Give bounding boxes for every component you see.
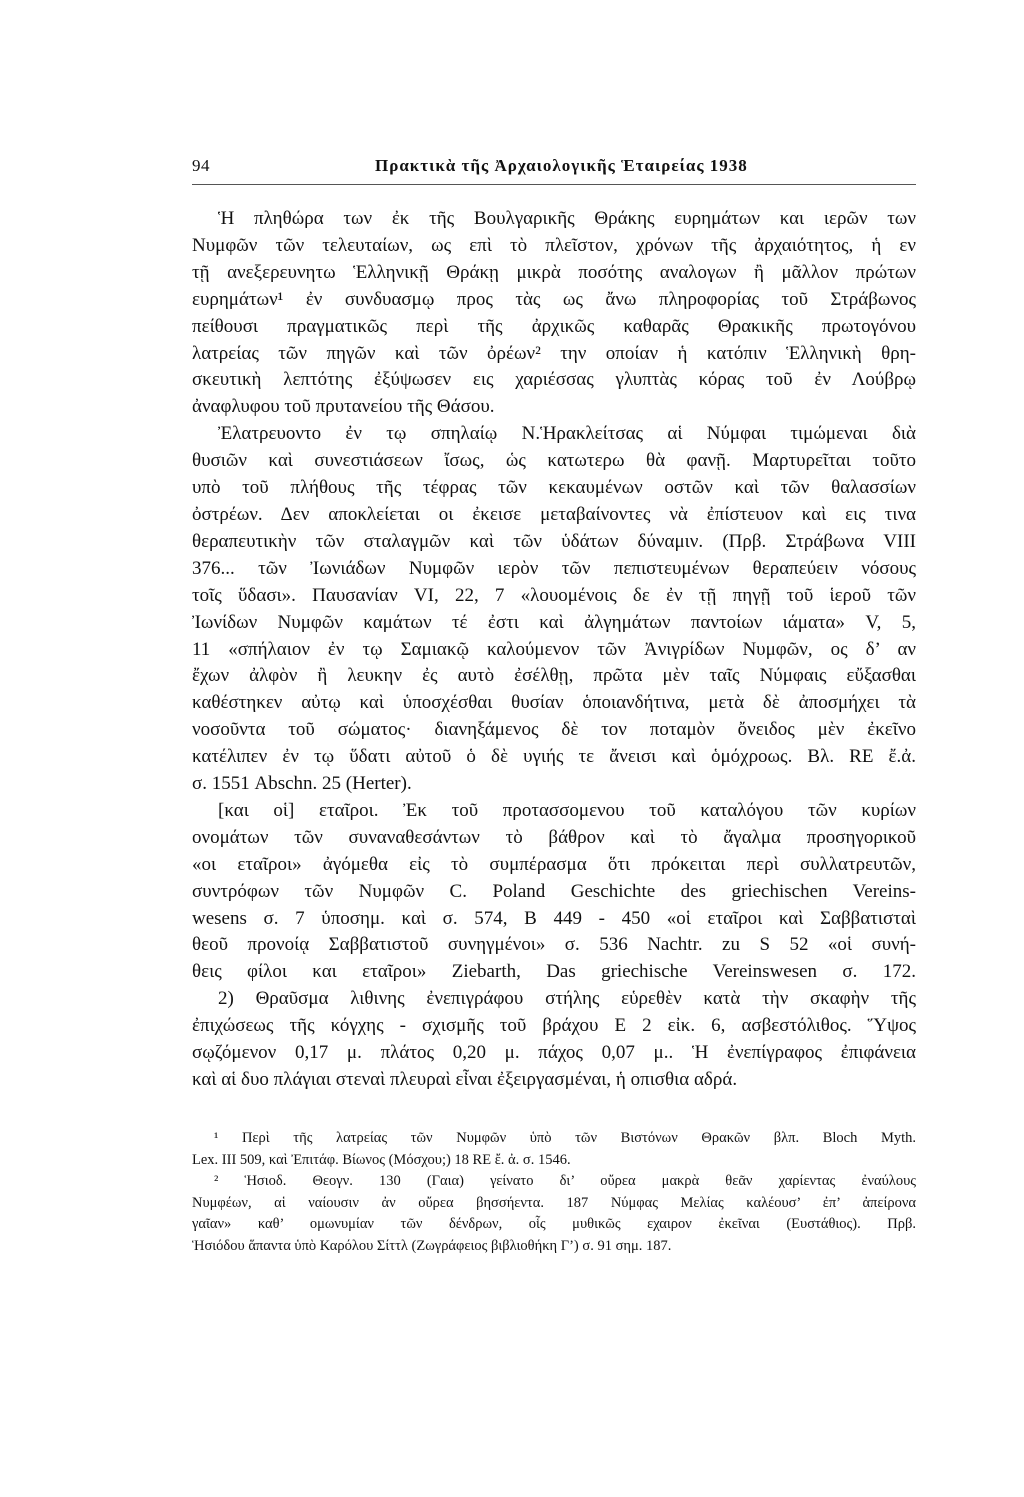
text-line: συντρόφων τῶν Νυμφῶν C. Poland Geschichte des griechischen Vereins- <box>192 880 916 902</box>
text-line: πείθουσι πραγματικῶς περὶ τῆς ἀρχικῶς καθαρᾶς Θρακικῆς πρωτογόνου <box>192 315 916 337</box>
body-text <box>192 206 916 1094</box>
text-line: [και οἱ] εταῖροι. Ἐκ τοῦ προτασσομενου τοῦ καταλόγου τῶν κυρίων <box>218 799 916 821</box>
text-line: κατέλιπεν ἐν τῳ ὕδατι αὐτοῦ ὁ δὲ υγιής τε ἄνεισι καὶ ὁμόχροως. Βλ. RE ἔ.ἀ. <box>192 746 916 768</box>
footnotes <box>192 1128 916 1258</box>
text-line: 376... τῶν Ἰωνιάδων Νυμφῶν ιερὸν τῶν πεπιστευμένων θεραπεύειν νόσους <box>192 557 916 579</box>
text-line: υπὸ τοῦ πλήθους τῆς τέφρας τῶν κεκαυμένων οστῶν καὶ τῶν θαλασσίων <box>192 477 916 499</box>
text-line: wesens σ. 7 ὑποσημ. καὶ σ. 574, B 449 - 450 «οἱ εταῖροι καὶ Σαββατισταὶ <box>192 907 916 929</box>
header-rule <box>192 184 916 185</box>
footnote-line: γαῖαν» καθ’ ομωνυμίαν τῶν δένδρων, οἷς μυθικῶς εχαιρον ἐκεῖναι (Ευστάθιος). Πρβ. <box>192 1216 916 1233</box>
footnote-line: ² Ἡσιοδ. Θεογν. 130 (Γαια) γείνατο δι’ οὔρεα μακρὰ θεᾶν χαρίεντας ἐναύλους <box>214 1173 916 1190</box>
journal-title: Πρακτικὰ τῆς Ἀρχαιολογικῆς Ἑταιρείας 1938 <box>375 156 748 175</box>
text-line: Ἡ πληθώρα των ἐκ τῆς Βουλγαρικῆς Θράκης ευρημάτων και ιερῶν των <box>218 208 916 229</box>
text-line: θεοῦ προνοίᾳ Σαββατιστοῦ συνηγμένοι» σ. 536 Nachtr. zu S 52 «οἱ συνή- <box>192 934 916 956</box>
text-line: ἀναφλυφου τοῦ πρυτανείου τῆς Θάσου. <box>192 396 495 418</box>
text-line: καθέστηκεν αὐτῳ καὶ ὑποσχέσθαι θυσίαν ὁποιανδήτινα, μετὰ δὲ ἀποσμήχει τὰ <box>192 692 916 714</box>
text-line: ευρημάτων¹ ἐν συνδυασμῳ προς τὰς ως ἄνω πληροφορίας τοῦ Στράβωνος <box>192 288 916 310</box>
text-line: ὀστρέων. Δεν αποκλείεται οι ἐκεισε μεταβαίνοντες νὰ ἐπίστευον καὶ εις τινα <box>192 503 916 525</box>
document-page <box>192 156 916 1257</box>
text-line: σ. 1551 Abschn. 25 (Herter). <box>192 773 412 795</box>
text-line: νοσοῦντα τοῦ σώματος· διανηξάμενος δὲ τον ποταμὸν ὄνειδος μὲν ἐκεῖνο <box>192 719 916 741</box>
page-number: 94 <box>192 156 210 175</box>
text-line: λατρείας τῶν πηγῶν καὶ τῶν ὀρέων² την οποίαν ἡ κατόπιν Ἑλληνικὴ θρη- <box>192 342 916 364</box>
text-line: τοῖς ὕδασι». Παυσανίαν VI, 22, 7 «λουομένοις δε ἐν τῇ πηγῇ τοῦ ἱεροῦ τῶν <box>192 584 916 606</box>
text-line: θεραπευτικὴν τῶν σταλαγμῶν καὶ τῶν ὑδάτων δύναμιν. (Πρβ. Στράβωνα VIII <box>192 530 916 552</box>
text-line: καὶ αἱ δυο πλάγιαι στεναὶ πλευραὶ εἶναι ἐξειργασμέναι, ἡ οπισθια αδρά. <box>192 1069 738 1090</box>
text-line: ἔχων ἀλφὸν ἢ λευκην ἐς αυτὸ ἐσέλθῃ, πρῶτα μὲν ταῖς Νύμφαις εὔξασθαι <box>192 665 916 687</box>
text-line: 2) Θραῦσμα λιθινης ἐνεπιγράφου στήλης εὑρεθὲν κατὰ τὴν σκαφὴν τῆς <box>218 988 916 1010</box>
text-line: σκευτικὴ λεπτότης ἐξύψωσεν εις χαριέσσας γλυπτὰς κόρας τοῦ ἐν Λούβρῳ <box>192 369 916 391</box>
footnote-line: Ἡσιόδου ἅπαντα ὑπὸ Καρόλου Σίττλ (Ζωγράφειος βιβλιοθήκη Γ’) σ. 91 σημ. 187. <box>192 1237 672 1254</box>
footnote-line: ¹ Περὶ τῆς λατρείας τῶν Νυμφῶν ὑπὸ τῶν Βιστόνων Θρακῶν βλπ. Bloch Myth. <box>214 1129 916 1146</box>
text-line: θεις φίλοι και εταῖροι» Ziebarth, Das griechische Vereinswesen σ. 172. <box>192 961 916 983</box>
text-line: θυσιῶν καὶ συνεστιάσεων ἴσως, ὡς κατωτερω θὰ φανῇ. Μαρτυρεῖται τοῦτο <box>192 450 916 472</box>
text-line: σῳζόμενον 0,17 μ. πλάτος 0,20 μ. πάχος 0,07 μ.. Ἡ ἐνεπίγραφος ἐπιφάνεια <box>192 1042 916 1064</box>
footnote-line: Νυμφέων, αἱ ναίουσιν ἀν οὔρεα βησσήεντα. 187 Νύμφας Μελίας καλέουσ’ ἐπ’ ἀπείρονα <box>192 1194 916 1211</box>
text-line: «οι εταῖροι» ἀγόμεθα εἰς τὸ συμπέρασμα ὅτι πρόκειται περὶ συλλατρευτῶν, <box>192 853 916 875</box>
text-line: ἐπιχώσεως τῆς κόγχης - σχισμῆς τοῦ βράχου E 2 εἰκ. 6, ασβεστόλιθος. Ὕψος <box>192 1015 916 1037</box>
running-head <box>192 156 916 186</box>
text-line: ονομάτων τῶν συναναθεσάντων τὸ βάθρον καὶ τὸ ἄγαλμα προσηγορικοῦ <box>192 826 916 848</box>
footnote-line: Lex. III 509, καὶ Ἐπιτάφ. Βίωνος (Μόσχου;) 18 RE ἔ. ἀ. σ. 1546. <box>192 1151 571 1168</box>
text-line: τῇ ανεξερευνητω Ἑλληνικῇ Θράκῃ μικρὰ ποσότης αναλογων ἢ μᾶλλον πρώτων <box>192 261 916 283</box>
text-line: Ἐλατρευοντο ἐν τῳ σπηλαίῳ Ν.Ἡρακλείτσας αἱ Νύμφαι τιμώμεναι διὰ <box>218 423 916 445</box>
text-line: Νυμφῶν τῶν τελευταίων, ως επὶ τὸ πλεῖστον, χρόνων τῆς ἀρχαιότητος, ἡ εν <box>192 234 916 256</box>
text-line: Ἰωνίδων Νυμφῶν καμάτων τέ ἐστι καὶ ἀλγημάτων παντοίων ιάματα» V, 5, <box>192 611 916 633</box>
text-line: 11 «σπήλαιον ἐν τῳ Σαμιακῷ καλούμενον τῶν Ἀνιγρίδων Νυμφῶν, ος δ’ αν <box>192 638 916 660</box>
